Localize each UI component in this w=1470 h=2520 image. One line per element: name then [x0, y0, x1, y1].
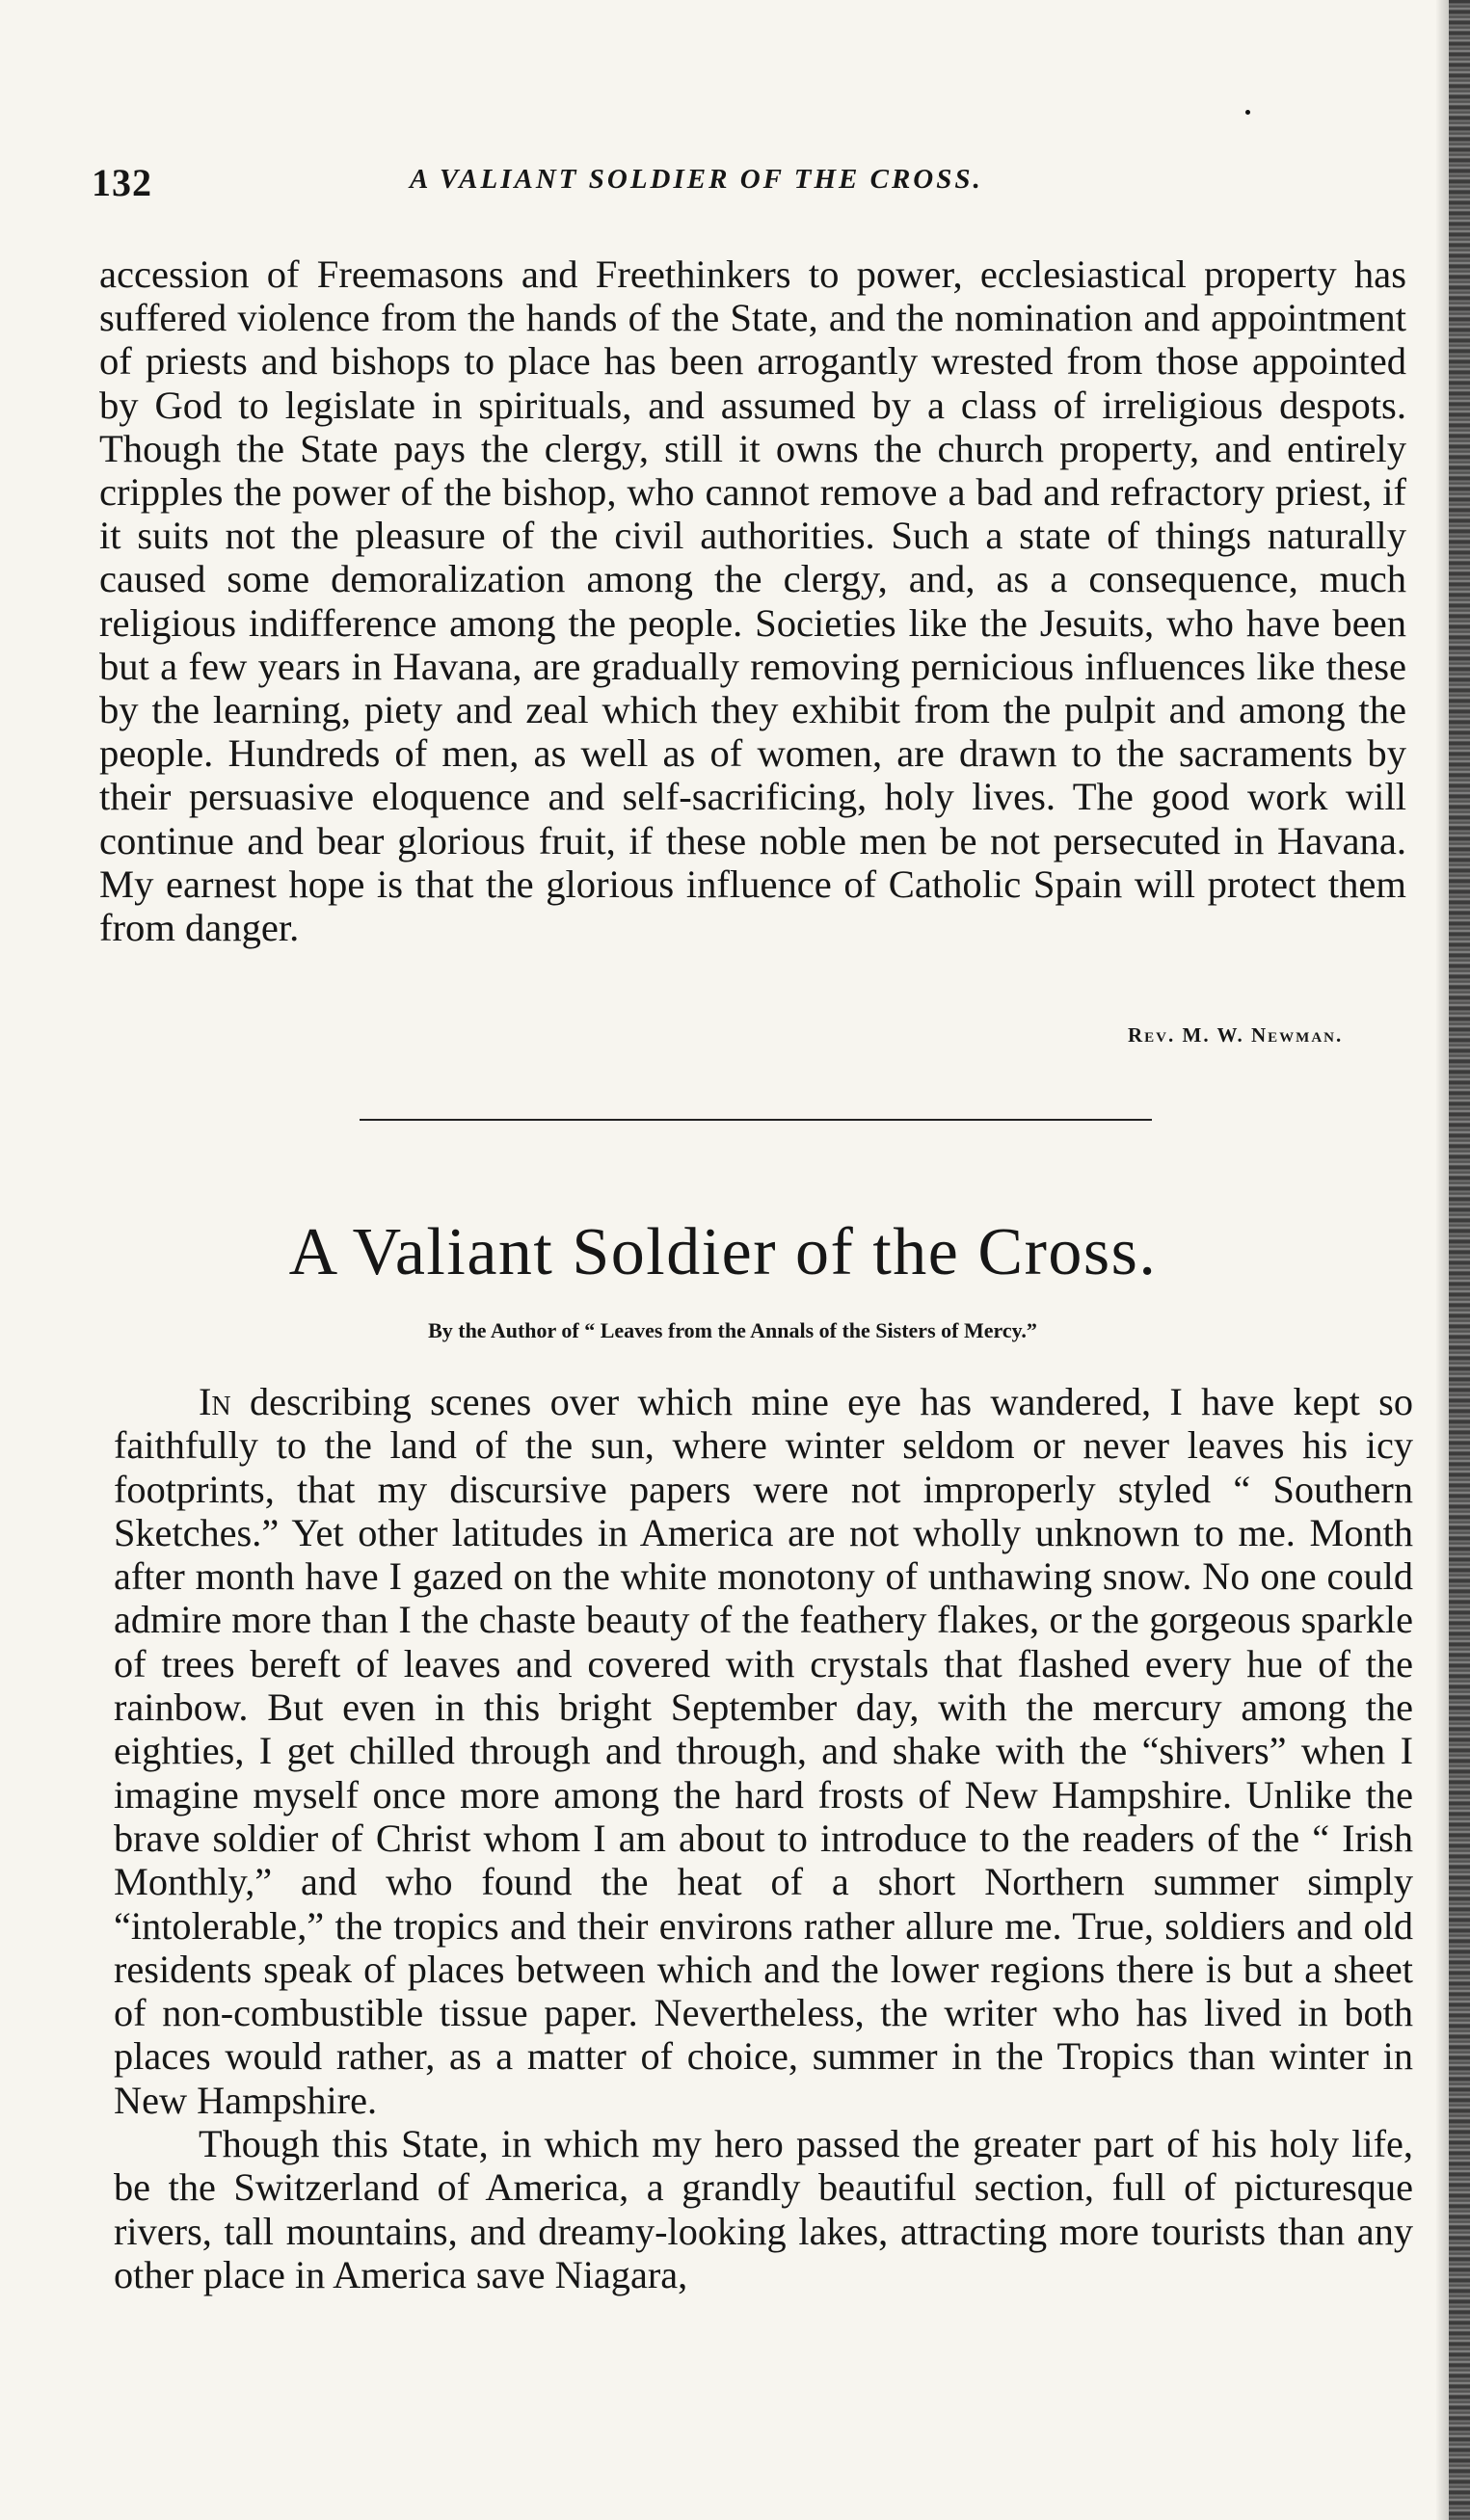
article-paragraph-2: Though this State, in which my hero passed the greater part of his holy life, be the Switzerland of America, a grandly beautiful section, full of picturesque rivers, tall mountains, and dreamy-looking lakes, attracting more tourists than any other place in America save Niagara,	[114, 2122, 1413, 2296]
article-body	[114, 1380, 1413, 2296]
ink-speck	[1245, 110, 1250, 115]
running-title: A VALIANT SOLDIER OF THE CROSS.	[410, 164, 983, 195]
page-edge-shadow	[1449, 0, 1470, 2520]
previous-article-text	[99, 252, 1406, 949]
running-header	[92, 154, 1412, 212]
previous-article-paragraph: accession of Freemasons and Freethinkers to power, ecclesiastical property has suffered violence from the hands of the State, and the nomination and appointment of priests and bishops to place has been arrogantly wrested from those appointed by God to legislate in spirituals, and assumed by a class of irreligious despots. Though the State pays the clergy, still it owns the church property, and entirely cripples the power of the bishop, who cannot remove a bad and refractory priest, if it suits not the pleasure of the civil authorities. Such a state of things naturally caused some demoralization among the clergy, and, as a consequence, much religious indifference among the people. Societies like the Jesuits, who have been but a few years in Havana, are gradually removing pernicious influences like these by the learning, piety and zeal which they exhibit from the pulpit and among the people. Hundreds of men, as well as of women, are drawn to the sacraments by their persuasive eloquence and self-sacrificing, holy lives. The good work will continue and bear glorious fruit, if these noble men be not persecuted in Havana. My earnest hope is that the glorious influence of Catholic Spain will protect them from danger.	[99, 252, 1406, 950]
paragraph-opening-word: In	[199, 1380, 231, 1423]
section-divider-rule	[360, 1119, 1152, 1121]
article-paragraph-1-text: describing scenes over which mine eye has wandered, I have kept so faithfully to the land of the sun, where winter seldom or never leaves his icy footprints, that my discursive papers were not improperly styled “ Southern Sketches.” Yet other latitudes in America are not wholly unknown to me. Month after month have I gazed on the white monotony of unthawing snow. No one could admire more than I the chaste beauty of the feathery flakes, or the gorgeous sparkle of trees bereft of leaves and covered with crystals that flashed every hue of the rainbow. But even in this bright September day, with the mercury among the eighties, I get chilled through and through, and shake with the “shivers” when I imagine myself once more among the hard frosts of New Hampshire. Unlike the brave soldier of Christ whom I am about to introduce to the readers of the “ Irish Monthly,” and who found the heat of a short Northern summer simply “intolerable,” the tropics and their environs rather allure me. True, soldiers and old residents speak of places between which and the lower regions there is but a sheet of non-combustible tissue paper. Nevertheless, the writer who has lived in both places would rather, as a matter of choice, summer in the Tropics than winter in New Hampshire.	[114, 1380, 1413, 2122]
article-byline: By the Author of “ Leaves from the Annals of the Sisters of Mercy.”	[428, 1318, 1037, 1342]
page-number: 132	[92, 161, 152, 204]
article-title: A Valiant Soldier of the Cross.	[288, 1215, 1158, 1289]
page-edge-fade	[1435, 0, 1449, 2520]
author-signature: Rev. M. W. Newman.	[1128, 1023, 1344, 1047]
article-paragraph-1	[114, 1380, 1413, 2122]
